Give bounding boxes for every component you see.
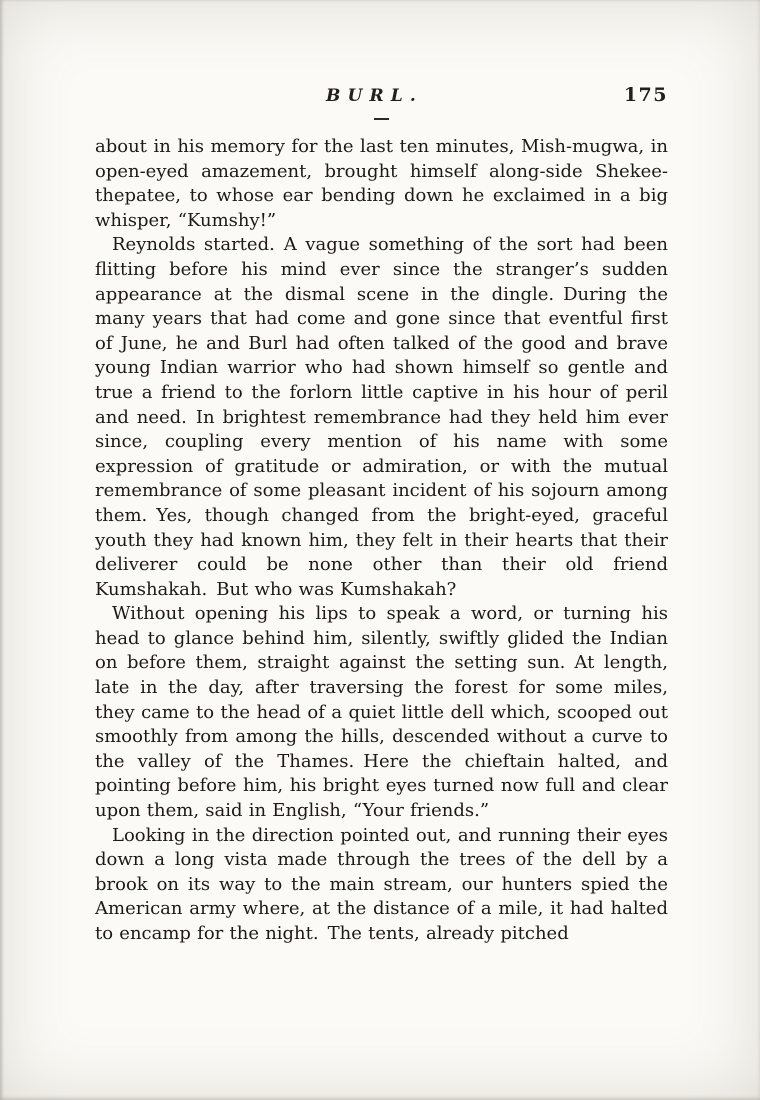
paragraph-1: about in his memory for the last ten minutes, Mish-mugwa, in open-eyed amazement, brought himself along-side Shekee-thepatee, to whose ear bending down he exclaimed in a big whisper, “Kumshy!”	[95, 136, 668, 231]
header-rule	[374, 118, 389, 120]
running-head: BURL.	[326, 86, 423, 106]
paragraph-2: Reynolds started. A vague something of the sort had been flitting before his mind ever since the stranger’s sudden appearance at the dismal scene in the dingle. During the many years that had come and gone since that eventful first of June, he and Burl had often talked of the good and brave young Indian warrior who had shown himself so gentle and true a friend to the forlorn little captive in his hour of peril and need. In brightest remembrance had they held him ever since, coupling every mention of his name with some expression of gratitude or admiration, or with the mutual remembrance of some pleasant incident of his sojourn among them. Yes, though changed from the bright-eyed, graceful youth they had known him, they felt in their hearts that their deliverer could be none other than their old friend Kumshakah. But who was Kumshakah?	[95, 234, 668, 600]
paragraph-4: Looking in the direction pointed out, and running their eyes down a long vista made through the trees of the dell by a brook on its way to the main stream, our hunters spied the American army where, at the distance of a mile, it had halted to encamp for the night. The tents, already pitched	[95, 824, 668, 944]
page-header	[95, 86, 668, 112]
page-body	[95, 135, 668, 947]
paragraph-3: Without opening his lips to speak a word, or turning his head to glance behind him, silently, swiftly glided the Indian on before them, straight against the setting sun. At length, late in the day, after traversing the forest for some miles, they came to the head of a quiet little dell which, scooped out smoothly from among the hills, descended without a curve to the valley of the Thames. Here the chieftain halted, and pointing before him, his bright eyes turned now full and clear upon them, said in English, “Your friends.”	[95, 603, 668, 822]
page-number: 175	[623, 84, 668, 106]
